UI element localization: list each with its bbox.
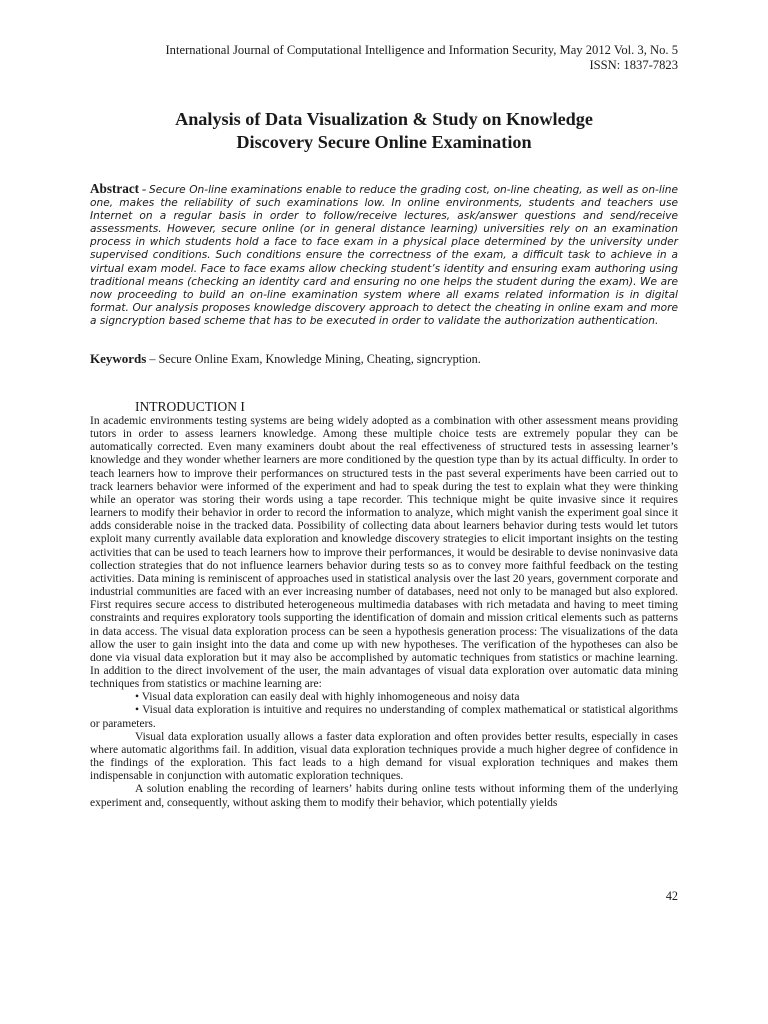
title-line-1: Analysis of Data Visualization & Study on Knowledge xyxy=(175,109,593,129)
paragraph-1: In academic environments testing systems are being widely adopted as a combination with other assessment means providing tutors in order to assess learners knowledge. Among these multiple choice tests are extremely popular they can be automatically corrected. Even many examiners doubt about the real effectiveness of structured tests in assessing learner’s knowledge and they wonder whether learners are more conditioned by the question type than by its actual difficulty. In order to teach learners how to improve their performances on structured tests in the past several experiments have been carried out to track learners behavior were informed of the experiment and had to speak during the test to explain what they were thinking while an operator was storing their words using a tape recorder. This technique might be quite invasive since it requires learners to modify their behavior in order to record the information to analyze, which might vanish the experiment goal since it adds considerable noise in the tracked data. Possibility of collecting data about learners behavior during tests would let tutors exploit many currently available data exploration and knowledge discovery strategies to elicit important insights on the testing activities that can be used to teach learners how to improve their performances, it would be desirable to devise noninvasive data collection strategies that do not influence learners behavior during tests so as to convey more faithful feedback on the testing activities. Data mining is reminiscent of approaches used in statistical analysis over the last 20 years, government corporate and industrial communities are faced with an ever increasing number of databases, need not only to be managed but also explored. First requires secure access to distributed heterogeneous multimedia databases with rich metadata and having to meet timing constraints and requires exploratory tools supporting the identification of domain and mission critical elements such as patterns in data access. The visual data exploration process can be seen a hypothesis generation process: The visualizations of the data allow the user to gain insight into the data and come up with new hypotheses. The verification of the hypotheses can also be done via visual data exploration but it may also be accomplished by automatic techniques from statistics or machine learning. In addition to the direct involvement of the user, the main advantages of visual data exploration over automatic data mining techniques from statistics or machine learning are: xyxy=(90,415,678,691)
paragraph-2: Visual data exploration usually allows a faster data exploration and often provides better results, especially in cases where automatic algorithms fail. In addition, visual data exploration techniques provide a much higher degree of confidence in the findings of the exploration. This fact leads to a high demand for visual exploration techniques and makes them indispensable in conjunction with automatic exploration techniques. xyxy=(90,730,678,783)
keywords-label: Keywords xyxy=(90,351,147,366)
title-line-2: Discovery Secure Online Examination xyxy=(236,132,532,152)
bullet-item-2: • Visual data exploration is intuitive and requires no understanding of complex mathematical or statistical algorithms or parameters. xyxy=(90,704,678,730)
body-text xyxy=(90,415,678,810)
keywords-text: Secure Online Exam, Knowledge Mining, Cheating, signcryption. xyxy=(158,352,481,366)
abstract-separator: - xyxy=(141,181,147,196)
abstract-label: Abstract xyxy=(90,181,140,196)
issn-line: ISSN: 1837-7823 xyxy=(589,58,678,72)
abstract-text: Secure On-line examinations enable to reduce the grading cost, on-line cheating, as well as on-line one, makes the reliability of such examinations low. In online environments, students and teachers use Internet on a regular basis in order to follow/receive lectures, ask/answer questions and send/receive assessments. However, secure online (or in general distance learning) universities rely on an examination process in which students hold a face to face exam in a physical place determined by the university under supervised conditions. Such conditions ensure the correctness of the exam, a difficult task to achieve in a virtual exam model. Face to face exams allow checking student’s identity and ensuring exam authoring using traditional means (checking an identity card and ensuring no one helps the student during the exam). We are now proceeding to build an on-line examination system where all exams related information is in digital format. Our analysis proposes knowledge discovery approach to detect the cheating in online exam and more a signcryption based scheme that has to be executed in order to validate the authorization authentication. xyxy=(90,184,678,327)
keywords-separator: – xyxy=(149,352,156,366)
section-heading: INTRODUCTION I xyxy=(135,399,245,414)
page-number: 42 xyxy=(665,889,678,903)
paper-title xyxy=(90,108,678,154)
paragraph-3: A solution enabling the recording of learners’ habits during online tests without informing them of the underlying experiment and, consequently, without asking them to modify their behavior, which potentially yields xyxy=(90,783,678,809)
journal-line: International Journal of Computational Intelligence and Information Security, May 2012 Vol. 3, No. 5 xyxy=(165,43,678,57)
bullet-item-1: • Visual data exploration can easily deal with highly inhomogeneous and noisy data xyxy=(135,691,520,704)
journal-header xyxy=(80,43,678,73)
abstract-section xyxy=(90,182,678,328)
keywords-section xyxy=(90,351,678,367)
